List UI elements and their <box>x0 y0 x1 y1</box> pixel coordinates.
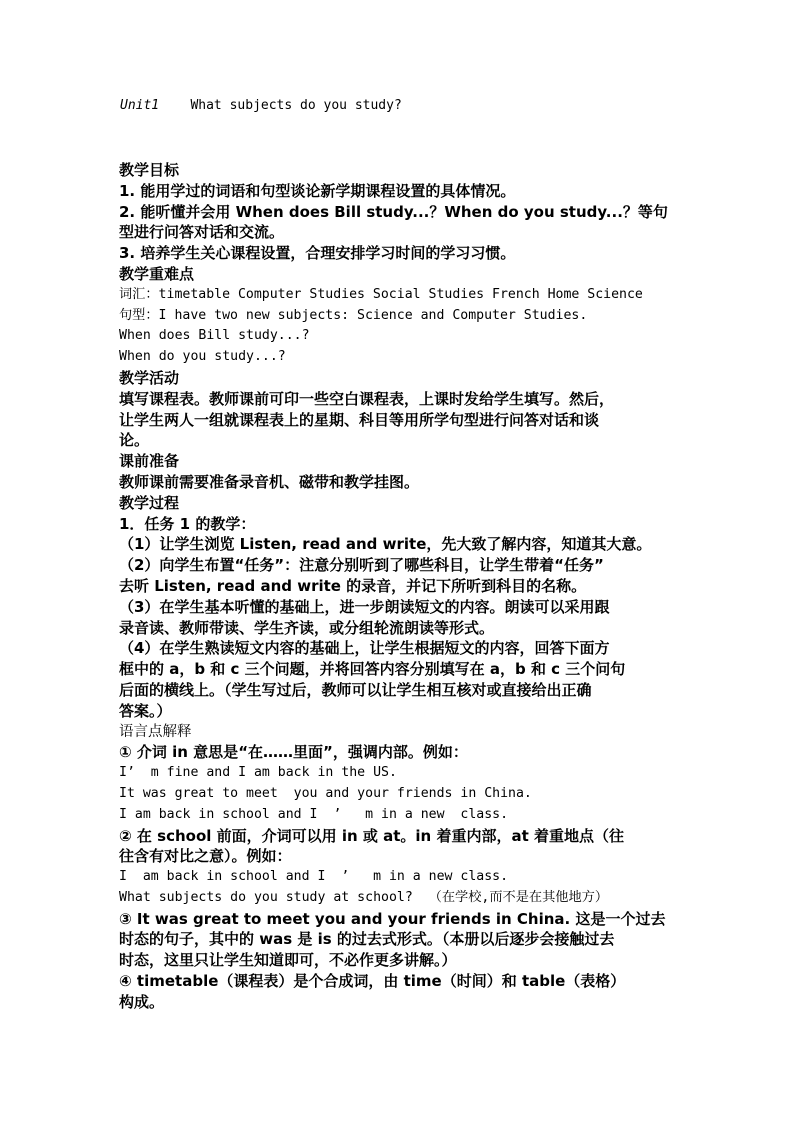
unit-title-text: What subjects do you study? <box>190 98 402 113</box>
text-line: 1. 能用学过的词语和句型谈论新学期课程设置的具体情况。 <box>119 181 516 200</box>
text-line: 框中的 a，b 和 c 三个问题，并将回答内容分别填写在 a，b 和 c 三个问句 <box>119 660 626 679</box>
text-line: 教师课前需要准备录音机、磁带和教学挂图。 <box>119 472 420 491</box>
document-body <box>119 160 684 1013</box>
text-line: 教学活动 <box>119 368 180 387</box>
text-line: 语言点解释 <box>119 723 192 740</box>
text-line: ④ timetable（课程表）是个合成词，由 time（时间）和 table（表格） <box>119 972 626 991</box>
text-line: I am back in school and I ’ m in a new class. <box>119 869 509 885</box>
text-line: ① 介词 in 意思是“在……里面”，强调内部。例如： <box>119 743 468 762</box>
text-line: 课前准备 <box>119 452 180 471</box>
text-line: 时态的句子，其中的 was 是 is 的过去式形式。（本册以后逐步会接触过去 <box>119 930 615 949</box>
text-line: 词汇：timetable Computer Studies Social Studies French Home Science <box>119 286 643 302</box>
text-line: 时态，这里只让学生知道即可，不必作更多讲解。） <box>119 951 457 970</box>
text-line: 让学生两人一组就课程表上的星期、科目等用所学句型进行问答对话和谈 <box>119 410 600 429</box>
unit-label: Unit1 <box>120 98 160 113</box>
text-line: I’ m fine and I am back in the US. <box>119 765 397 781</box>
text-line: When do you study...? <box>119 349 286 365</box>
text-line: 录音读、教师带读、学生齐读，或分组轮流朗读等形式。 <box>119 618 495 637</box>
text-line: 教学目标 <box>119 161 180 179</box>
text-line: 1．任务 1 的教学： <box>119 514 256 533</box>
text-line: 构成。 <box>119 992 165 1011</box>
text-line: It was great to meet you and your friends in China. <box>119 785 532 801</box>
text-line: 后面的横线上。（学生写过后，教师可以让学生相互核对或直接给出正确 <box>119 680 592 699</box>
text-line: I am back in school and I ’ m in a new class. <box>119 806 509 822</box>
text-line: ② 在 school 前面，介词可以用 in 或 at。in 着重内部，at 着重地点（往 <box>119 826 624 845</box>
text-line: 句型：I have two new subjects: Science and Computer Studies. <box>119 307 588 323</box>
text-line: When does Bill study...? <box>119 328 310 344</box>
text-line: 往含有对比之意）。例如： <box>119 847 292 866</box>
text-line: ③ It was great to meet you and your friends in China. 这是一个过去 <box>119 909 666 928</box>
text-line: （1）让学生浏览 Listen, read and write，先大致了解内容，知道其大意。 <box>119 535 652 554</box>
text-line: （3）在学生基本听懂的基础上，进一步朗读短文的内容。朗读可以采用跟 <box>119 597 610 616</box>
text-line: 型进行问答对话和交流。 <box>119 223 285 242</box>
text-line: 论。 <box>119 431 150 450</box>
text-line: 2. 能听懂并会用 When does Bill study...？When do you study...？等句 <box>119 202 668 221</box>
text-line: 填写课程表。教师课前可印一些空白课程表，上课时发给学生填写。然后， <box>119 389 615 408</box>
text-line: （2）向学生布置“任务”：注意分别听到了哪些科目，让学生带着“任务” <box>119 556 604 575</box>
text-line: 教学重难点 <box>119 264 195 283</box>
text-line: 教学过程 <box>119 493 180 512</box>
text-line: What subjects do you study at school? （在学校,而不是在其他地方） <box>119 889 609 905</box>
text-line: （4）在学生熟读短文内容的基础上，让学生根据短文的内容，回答下面方 <box>119 639 610 658</box>
text-line: 答案。） <box>119 701 172 720</box>
text-line: 3. 培养学生关心课程设置，合理安排学习时间的学习习惯。 <box>119 244 516 263</box>
unit-title <box>120 98 402 113</box>
text-line: 去听 Listen, read and write 的录音，并记下所听到科目的名称。 <box>119 576 587 595</box>
